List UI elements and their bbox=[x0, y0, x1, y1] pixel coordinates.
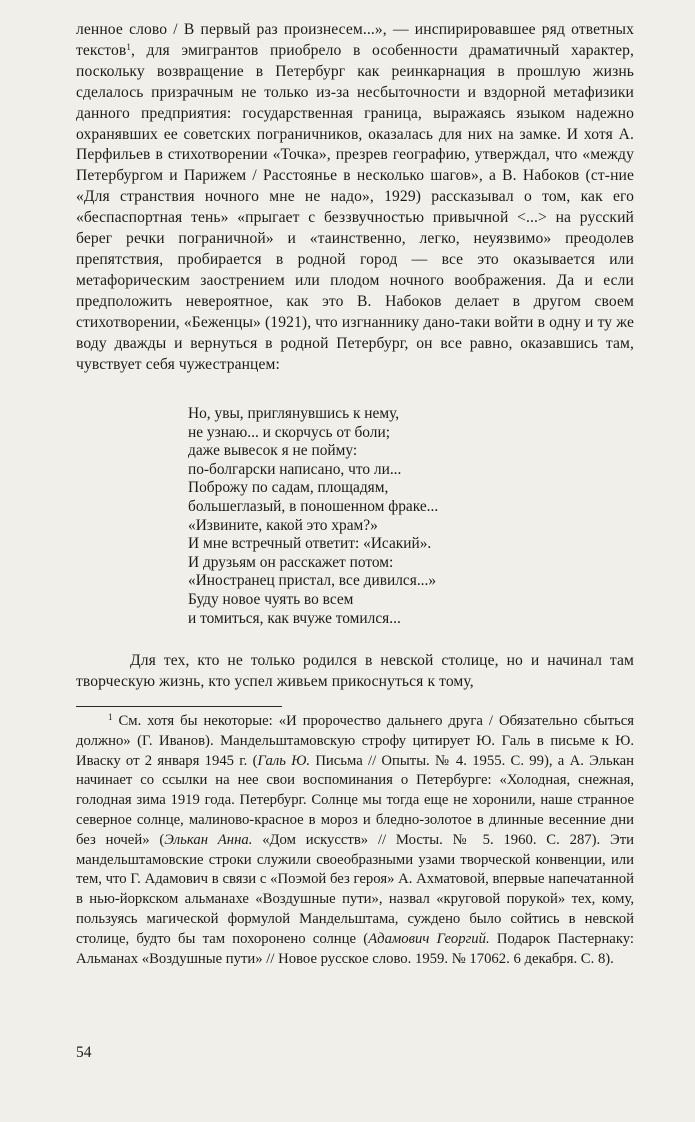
page-number: 54 bbox=[76, 1044, 92, 1061]
footnote-text-part: Подарок Пастернаку: Альманах «Воздушные пути» // Новое русское слово. 1959. № 17062. 6 декабря. С. 8). bbox=[76, 930, 634, 967]
poem-line: и томиться, как вчуже томился... bbox=[188, 609, 401, 627]
poem-line: «Извините, какой это храм?» bbox=[188, 516, 378, 534]
paragraph-text-part: , для эмигрантов приобрело в особенности драматичный характер, поскольку возвращение в Петербург как реинкарнация в прошлую жизнь сделалось призрачным не только из-за несбыточности и вздорной метафизики данного предприятия: государственная граница, выражаясь языком надежно охранявших ее советских пограничников, оказалась для них на замке. И хотя А. Перфильев в стихотворении «Точка», презрев географию, утверждал, что «между Петербургом и Парижем / Расстоянье в несколько шагов», а В. Набоков (ст-ние «Для странствия ночного мне не надо», 1929) рассказывал о том, как его «беспаспортная тень» «прыгает с беззвучностью привычной <...> на русский берег речки пограничной» и «таинственно, легко, неуязвимо» преодолев препятствия, пробирается в родной город — все это оказывается или метафорическим заострением или плодом ночного воображения. Да и если предположить невероятное, как это В. Набоков делает в другом своем стихотворении, «Беженцы» (1921), что изгнаннику дано-таки войти в одну и ту же воду дважды и вернуться в родной Петербург, он все равно, оказавшись там, чувствует себя чужестранцем: bbox=[76, 41, 634, 373]
author-citation: Галь Ю. bbox=[257, 752, 311, 769]
author-citation: Элькан Анна. bbox=[164, 831, 253, 848]
paragraph-text-part: ленное слово / В первый раз произнесем...», — инспирировавшее ряд ответных текстов bbox=[76, 21, 634, 59]
footnote-marker: 1 bbox=[108, 712, 113, 723]
main-paragraph bbox=[76, 20, 634, 375]
footnote-text bbox=[76, 712, 634, 969]
poem-line: по-болгарски написано, что ли... bbox=[188, 460, 402, 478]
footnote-text-part: «Дом искусств» // Мосты. № 5. 1960. С. 287). Эти мандельштамовские строки служили своеобразными узами творческой конвенции, или тем, что Г. Адамович в связи с «Поэмой без героя» А. Ахматовой, впервые напечатанной в нью-йоркском альманахе «Воздушные пути», назвал «круговой порукой» тех, кому, пользуясь магической формулой Мандельштама, суждено было сойтись в невской столице, будто бы там похоронено солнце ( bbox=[76, 831, 634, 947]
footnote-reference: 1 bbox=[126, 41, 131, 52]
footnote bbox=[76, 712, 634, 969]
poem-line: даже вывесок я не пойму: bbox=[188, 442, 358, 460]
poem-line: Поброжу по садам, площадям, bbox=[188, 479, 389, 497]
footnote-divider bbox=[76, 706, 282, 707]
footnote-text-part: См. хотя бы некоторые: «И пророчество дальнего друга / Обязательно сбыться должно» (Г. Иванов). Мандельштамовскую строфу цитирует Ю. Галь в письме к Ю. Иваску от 2 января 1945 г. ( bbox=[76, 713, 634, 769]
poem-quotation bbox=[188, 405, 608, 628]
poem-line: большеглазый, в поношенном фраке... bbox=[188, 497, 439, 515]
paragraph-text: Для тех, кто не только родился в невской столице, но и начинал там творческую жизнь, кто успел живьем прикоснуться к тому, bbox=[76, 652, 634, 690]
author-citation: Адамович Георгий. bbox=[368, 930, 490, 947]
poem-line: «Иностранец пристал, все дивился...» bbox=[188, 572, 437, 590]
poem-line: Буду новое чуять во всем bbox=[188, 590, 354, 608]
footnote-text-part: Письма // Опыты. № 4. 1955. С. 99), а А. Элькан начинает со ссылки на нее свои воспоминания о Петербурге: «Холодная, снежная, голодная зима 1919 года. Петербург. Солнце мы тогда еще не хоронили, наше странное северное солнце, малиново-красное в мороз и бледно-золотое в длинные весенние дни без ночей» ( bbox=[76, 752, 634, 848]
poem-line: И мне встречный ответит: «Исакий». bbox=[188, 535, 432, 553]
poem-line: не узнаю... и скорчусь от боли; bbox=[188, 423, 390, 441]
paragraph-text bbox=[76, 20, 634, 375]
continuation-paragraph bbox=[76, 651, 634, 693]
poem-line: Но, увы, приглянувшись к нему, bbox=[188, 405, 400, 422]
poem-line: И друзьям он расскажет потом: bbox=[188, 553, 394, 571]
